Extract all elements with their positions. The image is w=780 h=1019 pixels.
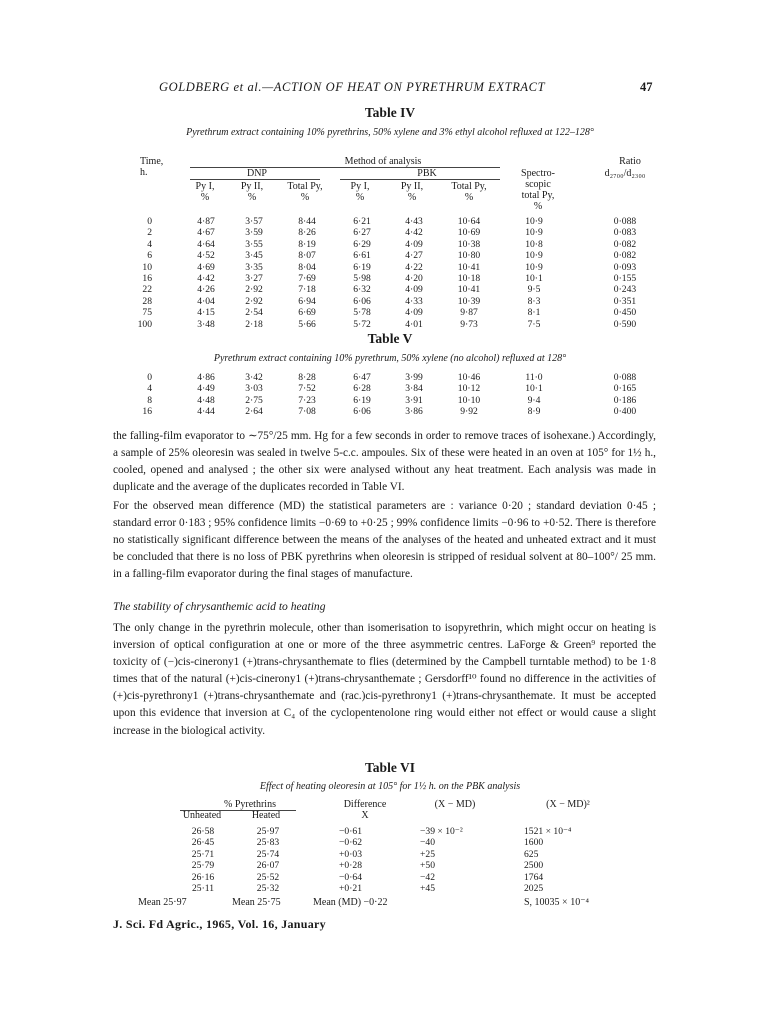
table5-cell: 3·86 xyxy=(405,406,423,418)
table5-cell: 3·42 xyxy=(245,372,263,383)
table4-cell: 5·98 xyxy=(353,273,371,285)
table4-cell: 4·09 xyxy=(405,307,423,319)
table5-cell: 3·03 xyxy=(245,383,263,395)
table4-cell: 4·52 xyxy=(197,250,215,262)
table4-cell: 2·18 xyxy=(245,318,263,330)
table4-cell: 4·69 xyxy=(197,261,215,273)
table4-head-ratio: Ratio xyxy=(619,156,641,167)
running-head: GOLDBERG et al.—ACTION OF HEAT ON PYRETHRUM EXTRACT xyxy=(159,80,546,94)
table5-cell-time: 0 xyxy=(147,372,152,383)
table6-cell: +0·21 xyxy=(339,883,362,895)
table4-col-pbk-pyI xyxy=(342,216,382,330)
table5-cell: 6·06 xyxy=(353,406,371,418)
table5-cell: 6·19 xyxy=(353,394,371,406)
table4-head-pbk-pyII: Py II, % xyxy=(400,181,424,203)
table4-cell: 4·01 xyxy=(405,318,423,330)
table4-cell: 10·9 xyxy=(525,250,543,262)
table4-cell: 5·72 xyxy=(353,318,371,330)
table4-head-method: Method of analysis xyxy=(344,156,422,167)
table5-cell: 4·86 xyxy=(197,372,215,383)
table4-cell: 0·590 xyxy=(613,318,637,330)
paragraph-evaporator xyxy=(113,428,656,496)
table4-cell: 7·18 xyxy=(298,284,316,296)
table4-cell: 4·43 xyxy=(405,216,423,227)
table4-head-dnp-pyI: Py I, % xyxy=(195,181,215,203)
table4-cell: 5·78 xyxy=(353,307,371,319)
table6-cell: −0·61 xyxy=(339,826,362,837)
table4-cell: 8·44 xyxy=(298,216,316,227)
table4-cell: 4·09 xyxy=(405,238,423,250)
table6-cell: +0·03 xyxy=(339,848,362,860)
table4-cell: 10·39 xyxy=(457,295,481,307)
table5-cell: 4·48 xyxy=(197,394,215,406)
paragraph-chrysanthemic xyxy=(113,620,656,740)
table4-dnp-rule xyxy=(190,179,320,180)
table4-cell: 4·87 xyxy=(197,216,215,227)
table4-cell: 2·54 xyxy=(245,307,263,319)
table5-cell: 7·23 xyxy=(298,394,316,406)
table5-cell-time: 4 xyxy=(147,383,152,395)
table4-cell: 10·1 xyxy=(525,273,543,285)
table5-col-spectro xyxy=(512,372,556,418)
table4-cell-time: 10 xyxy=(142,261,152,273)
table4-caption: Pyrethrum extract containing 10% pyrethrins, 50% xylene and 3% ethyl alcohol refluxed at 122–128° xyxy=(186,127,594,138)
table5-cell: 9·92 xyxy=(460,406,478,418)
table4-cell: 0·450 xyxy=(613,307,637,319)
table4-cell: 9·73 xyxy=(460,318,478,330)
table4-cell: 5·66 xyxy=(298,318,316,330)
table5-cell: 3·91 xyxy=(405,394,423,406)
table4-cell: 6·69 xyxy=(298,307,316,319)
table4-cell: 7·69 xyxy=(298,273,316,285)
table4-cell: 8·04 xyxy=(298,261,316,273)
table4-col-dnp-total xyxy=(287,216,327,330)
table4-cell: 10·38 xyxy=(457,238,481,250)
table6-cell: 25·74 xyxy=(256,848,280,860)
table6-cell: 25·97 xyxy=(256,826,280,837)
table6-col-unheated xyxy=(178,826,228,894)
table5-col-pbk-total xyxy=(447,372,491,418)
table4-cell: 4·64 xyxy=(197,238,215,250)
table6-caption: Effect of heating oleoresin at 105° for 1½ h. on the PBK analysis xyxy=(259,781,521,792)
table4-col-dnp-pyI xyxy=(186,216,226,330)
table4-cell: 3·57 xyxy=(245,216,263,227)
table4-cell: 0·088 xyxy=(613,216,637,227)
table4-cell: 6·61 xyxy=(353,250,371,262)
table4-cell: 3·27 xyxy=(245,273,263,285)
table4-cell: 6·21 xyxy=(353,216,371,227)
table4-cell: 10·18 xyxy=(457,273,481,285)
table6-mean-md: Mean (MD) −0·22 xyxy=(313,897,388,908)
table4-cell: 8·1 xyxy=(527,307,541,319)
table4-cell: 9·87 xyxy=(460,307,478,319)
table4-cell: 10·9 xyxy=(525,227,543,239)
table4-head-time: Time, h. xyxy=(140,156,164,178)
table4-cell: 4·04 xyxy=(197,295,215,307)
table6-cell: 26·16 xyxy=(191,871,215,883)
table4-col-pbk-total xyxy=(447,216,491,330)
table4-col-dnp-pyII xyxy=(234,216,274,330)
table5-col-ratio xyxy=(598,372,652,418)
table4-cell: 0·155 xyxy=(613,273,637,285)
table4-cell: 10·9 xyxy=(525,261,543,273)
table5-col-dnp-total xyxy=(287,372,327,418)
table5-cell: 0·165 xyxy=(613,383,637,395)
table4-cell: 8·3 xyxy=(527,295,541,307)
table4-cell: 9·5 xyxy=(527,284,541,296)
table4-cell: 10·80 xyxy=(457,250,481,262)
table5-title: Table V xyxy=(367,331,413,346)
table4-cell: 8·26 xyxy=(298,227,316,239)
table4-cell: 8·19 xyxy=(298,238,316,250)
table4-cell: 3·55 xyxy=(245,238,263,250)
table5-cell: 6·28 xyxy=(353,383,371,395)
table4-cell: 3·59 xyxy=(245,227,263,239)
table4-cell: 10·9 xyxy=(525,216,543,227)
table4-cell: 0·082 xyxy=(613,250,637,262)
table5-cell: 0·186 xyxy=(613,394,637,406)
table5-cell: 8·28 xyxy=(298,372,316,383)
table4-cell: 4·20 xyxy=(405,273,423,285)
table4-cell: 6·19 xyxy=(353,261,371,273)
table4-cell: 10·64 xyxy=(457,216,481,227)
table4-cell-time: 28 xyxy=(142,295,152,307)
table6-mean-heated: Mean 25·75 xyxy=(232,897,281,908)
table4-head-dnp: DNP xyxy=(246,168,267,179)
table4-cell-time: 100 xyxy=(137,318,152,330)
table4-cell: 4·67 xyxy=(197,227,215,239)
table4-cell: 6·94 xyxy=(298,295,316,307)
table6-cell: +0·28 xyxy=(339,860,362,872)
table4-cell-time: 6 xyxy=(147,250,152,262)
table4-head-dnp-total: Total Py, % xyxy=(287,181,323,203)
table4-cell: 0·243 xyxy=(613,284,637,296)
table5-cell: 2·64 xyxy=(245,406,263,418)
table6-cell: 25·52 xyxy=(256,871,280,883)
table5-cell-time: 16 xyxy=(142,406,152,418)
table4-cell: 7·5 xyxy=(527,318,541,330)
table4-col-spectro xyxy=(512,216,556,330)
table5-col-dnp-pyII xyxy=(234,372,274,418)
paragraph-statistics xyxy=(113,498,656,583)
table4-cell: 0·351 xyxy=(613,295,637,307)
table5-cell: 7·52 xyxy=(298,383,316,395)
table5-col-pbk-pyI xyxy=(342,372,382,418)
table4-cell: 6·06 xyxy=(353,295,371,307)
table4-cell: 4·33 xyxy=(405,295,423,307)
table5-cell: 7·08 xyxy=(298,406,316,418)
table5-cell: 0·400 xyxy=(613,406,637,418)
table4-cell: 2·92 xyxy=(245,295,263,307)
table6-head-xmd2: (X − MD)² xyxy=(546,799,590,810)
table4-head-pbk-total: Total Py, % xyxy=(451,181,487,203)
table5-cell: 11·0 xyxy=(525,372,543,383)
table6-cell: −0·62 xyxy=(339,837,362,849)
table6-cell: −0·64 xyxy=(339,871,362,883)
table6-head-heated: Heated xyxy=(251,810,281,821)
table4-cell: 4·09 xyxy=(405,284,423,296)
table4-pbk-rule xyxy=(340,179,500,180)
table4-col-ratio xyxy=(598,216,652,330)
table4-cell: 8·07 xyxy=(298,250,316,262)
table5-cell: 8·9 xyxy=(527,406,541,418)
table6-cell: 25·71 xyxy=(191,848,215,860)
table4-head-dnp-pyII: Py II, % xyxy=(240,181,264,203)
table6-cell: 25·83 xyxy=(256,837,280,849)
table4-cell: 10·69 xyxy=(457,227,481,239)
paragraph-evaporator-text: the falling-film evaporator to ∼75°/25 mm. Hg for a few seconds in order to remove traces of isohexane.) Accordingly, a sample of 25% oleoresin was sealed in twelve 5-c.c. ampoules. Six of these were heated in an oven at 105° for 1½ h., cooled, opened and analysed ; the other six were analysed without any heat treatment. Each analysis was made in duplicate and the average of the duplicates recorded in Table VI. xyxy=(113,430,656,494)
table4-cell: 4·26 xyxy=(197,284,215,296)
table5-cell: 9·4 xyxy=(527,394,541,406)
table6-cell: 26·07 xyxy=(256,860,280,872)
table4-cell: 6·32 xyxy=(353,284,371,296)
table4-cell: 6·27 xyxy=(353,227,371,239)
table6-cell: 25·79 xyxy=(191,860,215,872)
table4-col-pbk-pyII xyxy=(394,216,434,330)
table4-head-spectro: Spectro- scopic total Py, % xyxy=(521,168,555,212)
table4-cell: 4·42 xyxy=(197,273,215,285)
table6-head-pct: % Pyrethrins xyxy=(224,799,276,810)
table4-cell: 10·8 xyxy=(525,238,543,250)
table4-cell-time: 22 xyxy=(142,284,152,296)
table5-col-pbk-pyII xyxy=(394,372,434,418)
table4-cell: 10·41 xyxy=(457,261,481,273)
journal-footer: J. Sci. Fd Agric., 1965, Vol. 16, January xyxy=(113,917,326,931)
table6-cell: 25·32 xyxy=(256,883,280,895)
table4-cell: 4·22 xyxy=(405,261,423,273)
table4-cell: 4·15 xyxy=(197,307,215,319)
table6-head-difference: Difference X xyxy=(343,799,387,821)
table5-cell: 10·12 xyxy=(457,383,481,395)
section-heading: The stability of chrysanthemic acid to heating xyxy=(113,600,326,613)
table5-cell: 10·10 xyxy=(457,394,481,406)
table4-cell: 3·35 xyxy=(245,261,263,273)
table4-cell: 10·41 xyxy=(457,284,481,296)
table5-cell: 0·088 xyxy=(613,372,637,383)
table6-cell: 25·11 xyxy=(191,883,215,895)
table4-cell: 3·48 xyxy=(197,318,215,330)
table4-col-time xyxy=(130,216,152,330)
paragraph-statistics-text: For the observed mean difference (MD) the statistical parameters are : variance 0·20 ; standard deviation 0·45 ; standard error 0·183 ; 95% confidence limits −0·69 to +0·25 ; 99% confidence limits −0·96 to +0·52. There is therefore no statistically significant difference between the means of the analyses of the heated and unheated extract and it must be concluded that there is no loss of PBK pyrethrins when oleoresin is stripped of residual solvent at 80–100°/ 25 mm. in a falling-film evaporator during the final stages of manufacture. xyxy=(113,500,656,581)
table5-caption: Pyrethrum extract containing 10% pyrethrum, 50% xylene (no alcohol) refluxed at 128° xyxy=(213,353,567,364)
table6-title: Table VI xyxy=(365,760,415,775)
table4-cell: 4·42 xyxy=(405,227,423,239)
table5-cell: 6·47 xyxy=(353,372,371,383)
table5-cell: 3·99 xyxy=(405,372,423,383)
table5-col-time xyxy=(130,372,152,418)
table4-cell-time: 2 xyxy=(147,227,152,239)
table6-head-unheated: Unheated xyxy=(182,810,222,821)
journal-page: GOLDBERG et al.—ACTION OF HEAT ON PYRETHRUM EXTRACT 47 Table IV Pyrethrum extract containing 10% pyrethrins, 50% xylene and 3% ethyl alcohol refluxed at 122–128° Time, h. Method of analysis Ratio d₂₇₀₀/d₂₃₀₀ DNP PBK Spectro- scopic total Py, % Py I, % Py II, % Total Py, % Py I, % Py II, % Total Py, % 0 2 4 6 10 16 22 28 75 100 4·87 4·67 4·64 4·52 4·69 4·42 4·26 4·04 4·15 3·48 3·57 3·59 3·55 3·45 3·35 3·27 2·92 2·92 2·54 2·18 8·44 8·26 8·19 8·07 8·04 7·69 7·18 6·94 6·69 5·66 6·21 6·27 6·29 6·61 6·19 5·98 6·32 6·06 5·78 5·72 4·43 4·42 4·09 4·27 4·22 4·20 4·09 4·33 4·09 4·01 10·64 10·69 10·38 10·80 10·41 10·18 10·41 10·39 9·87 9·73 10·9 10·9 10·8 10·9 10·9 10·1 9·5 8·3 8·1 7·5 0·088 0·083 0·082 0·082 0·093 0·155 0·243 0·351 0·450 0·590 Table V Pyrethrum extract containing 10% pyrethrum, 50% xylene (no alcohol) refluxed at 128° 0 4 8 16 4·86 4·49 4·48 4·44 3·42 3·03 2·75 2·64 8·28 7·52 7·23 7·08 6·47 6·28 6·19 6·06 3·99 3·84 3·91 3·86 10·46 10·12 10·10 9·92 11·0 10·1 9·4 8·9 0·088 0·165 0·186 0·400 the falling-film evaporator to ∼75°/25 mm. Hg for a few seconds in order to remove traces of isohexane.) Accordingly, a sample of 25% oleoresin was sealed in twelve 5-c.c. ampoules. Six of these were heated in an oven at 105° for 1½ h., cooled, opened and analysed ; the other six were analysed without any heat treatment. Each analysis was made in duplicate and the average of the duplicates recorded in Table VI. For the observed mean difference (MD) the statistical parameters are : variance 0·20 ; standard deviation 0·45 ; standard error 0·183 ; 95% confidence limits −0·69 to +0·25 ; 99% confidence limits −0·96 to +0·52. There is therefore no statistically significant difference between the means of the analyses of the heated and unheated extract and it must be concluded that there is no loss of PBK pyrethrins when oleoresin is stripped of residual solvent at 80–100°/ 25 mm. in a falling-film evaporator during the final stages of manufacture. The stability of chrysanthemic acid to heating The only change in the pyrethrin molecule, other than isomerisation to isopyrethrin, which might occur on heating is inversion of optical configuration at one or more of the three asymmetric centres. LaForge & Green⁹ reported the toxicity of (−)cis-cinerony1 (+)trans-chrysanthemate to flies (determined by the Campbell turntable method) to be 1·8 times that of the natural (+)cis-cinerony1 (+)trans-chrysanthemate ; Gersdorff¹⁰ found no difference in the activities of (+)cis-pyrethrony1 (+)trans-chrysanthemate and (rac.)cis-pyrethrony1 (+)trans-chrysanthemate. It must be accepted upon this evidence that inversion at C₄ of the cyclopentenolone ring would either not effect or would cause a slight increase in the biological activity. Table VI Effect of heating oleoresin at 105° for 1½ h. on the PBK analysis % Pyrethrins Unheated Heated Difference X (X − MD) (X − MD)² 26·58 26·45 25·71 25·79 26·16 25·11 25·97 25·83 25·74 26·07 25·52 25·32 −0·61 −0·62 +0·03 +0·28 −0·64 +0·21 −39 × 10⁻² −40 +25 +50 −42 +45 1521 × 10⁻⁴ 1600 625 2500 1764 2025 Mean 25·97 Mean 25·75 Mean (MD) −0·22 S, 10035 × 10⁻⁴ J. Sci. Fd Agric., 1965, Vol. 16, January xyxy=(0,0,780,1019)
table6-mean-unheated: Mean 25·97 xyxy=(138,897,187,908)
table6-cell: 26·58 xyxy=(191,826,215,837)
table5-cell: 2·75 xyxy=(245,394,263,406)
table5-cell: 4·44 xyxy=(197,406,215,418)
table4-cell: 0·082 xyxy=(613,238,637,250)
table4-cell-time: 75 xyxy=(142,307,152,319)
table4-cell: 4·27 xyxy=(405,250,423,262)
table4-cell-time: 16 xyxy=(142,273,152,285)
table6-head-xmd: (X − MD) xyxy=(434,799,476,810)
table4-head-pbk-pyI: Py I, % xyxy=(350,181,370,203)
table4-cell: 0·093 xyxy=(613,261,637,273)
table6-sum: S, 10035 × 10⁻⁴ xyxy=(524,897,589,908)
table4-cell-time: 0 xyxy=(147,216,152,227)
table6-col-difference xyxy=(318,826,362,894)
paragraph-chrysanthemic-text: The only change in the pyrethrin molecule, other than isomerisation to isopyrethrin, which might occur on heating is inversion of optical configuration at one or more of the three asymmetric centres. LaForge & Green⁹ reported the toxicity of (−)cis-cinerony1 (+)trans-chrysanthemate to flies (determined by the Campbell turntable method) to be 1·8 times that of the natural (+)cis-cinerony1 (+)trans-chrysanthemate ; Gersdorff¹⁰ found no difference in the activities of (+)cis-pyrethrony1 (+)trans-chrysanthemate and (rac.)cis-pyrethrony1 (+)trans-chrysanthemate. It must be accepted upon this evidence that inversion at C₄ of the cyclopentenolone ring would either not effect or would cause a slight increase in the biological activity. xyxy=(113,622,656,737)
table5-cell: 4·49 xyxy=(197,383,215,395)
table5-col-dnp-pyI xyxy=(186,372,226,418)
table6-col-heated xyxy=(243,826,293,894)
table4-cell-time: 4 xyxy=(147,238,152,250)
table5-cell: 10·1 xyxy=(525,383,543,395)
table6-cell: 26·45 xyxy=(191,837,215,849)
table4-head-ratio-sub: d₂₇₀₀/d₂₃₀₀ xyxy=(604,168,646,179)
table4-cell: 3·45 xyxy=(245,250,263,262)
table4-head-pbk: PBK xyxy=(417,168,437,179)
page-number: 47 xyxy=(640,80,653,94)
table4-title: Table IV xyxy=(364,105,416,120)
table4-cell: 6·29 xyxy=(353,238,371,250)
table5-cell: 3·84 xyxy=(405,383,423,395)
table4-cell: 2·92 xyxy=(245,284,263,296)
table5-cell-time: 8 xyxy=(147,394,152,406)
table4-cell: 0·083 xyxy=(613,227,637,239)
table5-cell: 10·46 xyxy=(457,372,481,383)
